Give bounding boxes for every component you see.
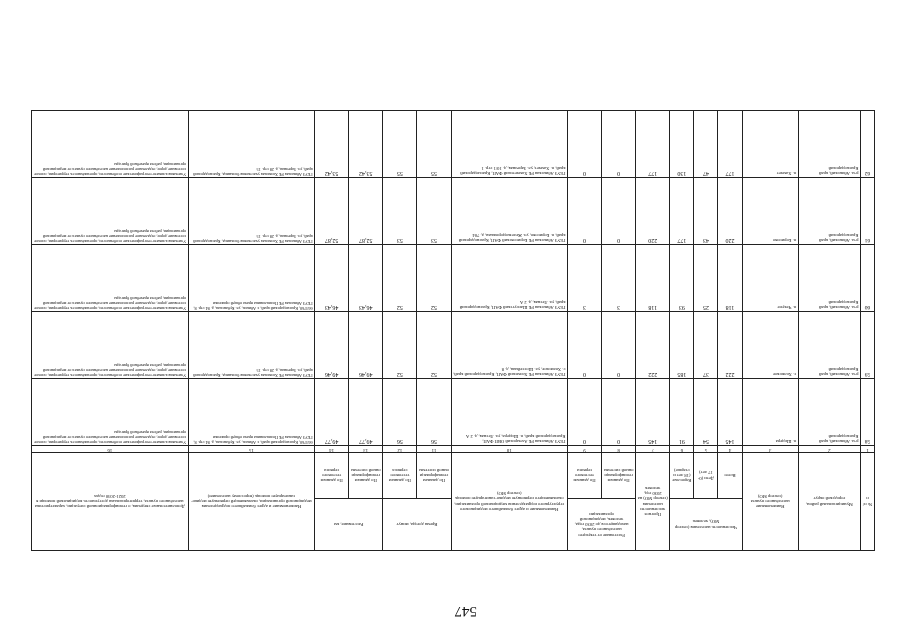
row-dest-org: ГБУЗ Абинская РБ Холмская участковая больница, Краснодарский край, ул. Заречная, д. 28 стр. 15 [188, 312, 314, 379]
header-nearest-org: Наименование и адрес ближайшего медицинского структурного подразделения медицинской организации, оказывающего первичную медико-санитарную помощь (сектор МО) [451, 453, 567, 551]
header-total: Всего [718, 453, 742, 499]
row-dist-road: 53,42 [315, 111, 349, 178]
row-dist-road: 52,87 [315, 178, 349, 245]
column-index: 9 [567, 446, 601, 453]
row-children: 54 [694, 379, 718, 446]
table-row [32, 111, 875, 178]
column-index: 2 [798, 446, 860, 453]
row-dist-geo: 49,46 [349, 312, 383, 379]
row-children: 37 [694, 312, 718, 379]
row-children: 25 [694, 245, 718, 312]
column-index: 11 [417, 446, 451, 453]
column-index: 7 [636, 446, 670, 453]
row-settlement: п. Борисово [742, 178, 798, 245]
row-children: 43 [694, 178, 718, 245]
row-forecast: 222 [636, 312, 670, 379]
row-dist-geo: 52,87 [349, 178, 383, 245]
row-nearest-org: ГБУЗ Абинская РБ Холмский ФАП, Краснодарский край, с. Холмское, ул. Шоссейная, д. 8 [451, 312, 567, 379]
row-time-road: 53 [383, 178, 417, 245]
row-total: 222 [718, 312, 742, 379]
header-population-group: Численность населения (сектор МО), человек [670, 499, 742, 551]
row-distance-geo: 3 [602, 245, 636, 312]
header-dist-group: Расстояние, км [315, 499, 383, 551]
page-number: 547 [454, 603, 477, 619]
row-adults: 93 [670, 245, 694, 312]
header-dist-geo: По данным геоинформационной системы [349, 453, 383, 499]
row-forecast: 118 [636, 245, 670, 312]
header-notes: Дополнительные сведения, о геоинформационной ситуации, характеристика населённого пункта, территориальная доступность медицинской помощи в 2021-2030 годах [32, 453, 189, 551]
table-row [32, 245, 875, 312]
row-dist-geo: 46,43 [349, 245, 383, 312]
row-total: 177 [718, 111, 742, 178]
row-time-geo: 55 [417, 111, 451, 178]
row-time-road: 52 [383, 312, 417, 379]
row-nearest-org: ГБУЗ Абинская РБ Хамчетский ФАП, Краснодарский край, п. Хамчет, ул. Заречная, д. 10/1 стр. 1 [451, 111, 567, 178]
row-settlement: п. Хамчет [742, 111, 798, 178]
row-note: Учитывая климато-географические особенности, протяжённость территории, плохое состояние дорог, отдаленное расположение населённого пункта от медицинской организации, работа врачебной бригады [32, 245, 189, 312]
row-nearest-org: ГБУЗ Абинская РБ Ахтырский ОВП ФАП, Краснодарский край, п. Шидера, ул. Лесная, д. 2 А [451, 379, 567, 446]
row-num: 58 [860, 379, 874, 446]
header-distance-geo: По данным геоинформационной системы [602, 453, 636, 499]
column-index: 4 [718, 446, 742, 453]
row-distance-road: 0 [567, 111, 601, 178]
row-time-geo: 53 [417, 178, 451, 245]
row-time-geo: 56 [417, 379, 451, 446]
row-distance-geo: 0 [602, 111, 636, 178]
row-dist-geo: 49,77 [349, 379, 383, 446]
header-forecast: Прогноз численности населения (сектор МО) на 2030 год, человек [636, 453, 670, 551]
row-note: Учитывая климато-географические особенности, протяжённость территории, плохое состояние дорог, отдаленное расположение населённого пункта от медицинской организации, работа врачебной бригады [32, 312, 189, 379]
row-num: 62 [860, 111, 874, 178]
row-district: р-н. Абинский, край Краснодарский [798, 245, 860, 312]
header-children: Дети (0-17 лет) [694, 453, 718, 499]
column-index: 6 [670, 446, 694, 453]
row-distance-geo: 0 [602, 312, 636, 379]
row-dest-org: ГБУЗ Абинская РБ Холмская участковая больница, Краснодарский край, ул. Заречная, д. 28 стр. 15 [188, 178, 314, 245]
row-children: 47 [694, 111, 718, 178]
row-time-road: 55 [383, 111, 417, 178]
row-dest-org: 663760, Краснодарский край, г. Абинск, ул. Кубанская, д. 84 стр. 8, ГБУЗ Абинская РБ Поликлиника врача общей практики [188, 379, 314, 446]
row-time-geo: 52 [417, 245, 451, 312]
row-num: 59 [860, 312, 874, 379]
row-dest-org: 663760, Краснодарский край, г. Абинск, ул. Кубанская, д. 84 стр. 8, ГБУЗ Абинская РБ Поликлиника врача общей практики [188, 245, 314, 312]
row-dist-road: 49,77 [315, 379, 349, 446]
row-note: Учитывая климато-географические особенности, протяжённость территории, плохое состояние дорог, отдаленное расположение населённого пункта от медицинской организации, работа врачебной бригады [32, 379, 189, 446]
header-time-road: По данным тестового сервиса [383, 453, 417, 499]
column-index: 13 [349, 446, 383, 453]
row-dist-road: 46,43 [315, 245, 349, 312]
column-index: 10 [451, 446, 567, 453]
row-distance-road: 0 [567, 312, 601, 379]
row-adults: 91 [670, 379, 694, 446]
row-settlement: п. Шидера [742, 379, 798, 446]
row-dist-road: 49,46 [315, 312, 349, 379]
row-distance-geo: 0 [602, 178, 636, 245]
row-num: 60 [860, 245, 874, 312]
header-adults: Взрослые (18 лет и старше) [670, 453, 694, 499]
row-settlement: с. Холмское [742, 312, 798, 379]
header-distance-state: Расстояние от текущего населённого пункта, находящегося до 2030 года, человек, медицинской организации [567, 499, 635, 551]
row-dest-org: ГБУЗ Абинская РБ Холмская участковая больница, Краснодарский край, ул. Заречная, д. 28 стр. 15 [188, 111, 314, 178]
row-total: 118 [718, 245, 742, 312]
header-time-geo: По данным геоинформационной системы [417, 453, 451, 499]
row-time-road: 52 [383, 245, 417, 312]
row-distance-geo: 0 [602, 379, 636, 446]
row-adults: 185 [670, 312, 694, 379]
column-index: 1 [860, 446, 874, 453]
column-index-row [32, 446, 875, 453]
data-table [31, 110, 875, 551]
header-time-group: Время доезда, минут [383, 499, 451, 551]
row-adults: 130 [670, 111, 694, 178]
row-total: 220 [718, 178, 742, 245]
table-row [32, 379, 875, 446]
row-nearest-org: ГБУЗ Абинская РБ Шапсугский ФАП, Краснодарский край, ул. Лесная, д. 2 А [451, 245, 567, 312]
header-num: № п/п [860, 453, 874, 551]
row-forecast: 145 [636, 379, 670, 446]
row-distance-road: 3 [567, 245, 601, 312]
row-forecast: 177 [636, 111, 670, 178]
header-dist-road: По данным тестового сервиса [315, 453, 349, 499]
row-distance-road: 0 [567, 178, 601, 245]
row-settlement: п. Чекупе [742, 245, 798, 312]
row-district: р-н. Абинский, край Краснодарский [798, 178, 860, 245]
row-dist-geo: 53,42 [349, 111, 383, 178]
row-forecast: 220 [636, 178, 670, 245]
table-row [32, 178, 875, 245]
row-district: р-н. Абинский, край Краснодарский [798, 312, 860, 379]
row-time-geo: 52 [417, 312, 451, 379]
column-index: 14 [315, 446, 349, 453]
row-note: Учитывая климато-географические особенности, протяжённость территории, плохое состояние дорог, отдаленное расположение населённого пункта от медицинской организации, работа врачебной бригады [32, 111, 189, 178]
header-district: Муниципальный район, городской округ [798, 453, 860, 551]
row-district: р-н. Абинский, край Краснодарский [798, 111, 860, 178]
column-index: 12 [383, 446, 417, 453]
row-district: р-н. Абинский, край Краснодарский [798, 379, 860, 446]
header-distance-road: По данным тестового сервиса [567, 453, 601, 499]
header-settlement: Наименование населённого пункта (сектор МО) [742, 453, 798, 551]
column-index: 5 [694, 446, 718, 453]
table-row [32, 312, 875, 379]
row-note: Учитывая климато-географические особенности, протяжённость территории, плохое состояние дорог, отдаленное расположение населённого пункта от медицинской организации, работа врачебной бригады [32, 178, 189, 245]
row-adults: 177 [670, 178, 694, 245]
row-distance-road: 0 [567, 379, 601, 446]
row-time-road: 56 [383, 379, 417, 446]
column-index: 15 [188, 446, 314, 453]
column-index: 3 [742, 446, 798, 453]
column-index: 8 [602, 446, 636, 453]
header-dest-org: Наименование и адрес ближайшего подразделения медицинской организации, оказывающей первичную медико-санитарную помощь (взрослому населению) [188, 453, 314, 551]
row-total: 145 [718, 379, 742, 446]
column-index: 16 [32, 446, 189, 453]
row-nearest-org: ГБУЗ Абинская РБ Борисовский ФАП, Краснодарский край, п. Борисово, ул. Железнодорожная, д. 704 [451, 178, 567, 245]
row-num: 61 [860, 178, 874, 245]
